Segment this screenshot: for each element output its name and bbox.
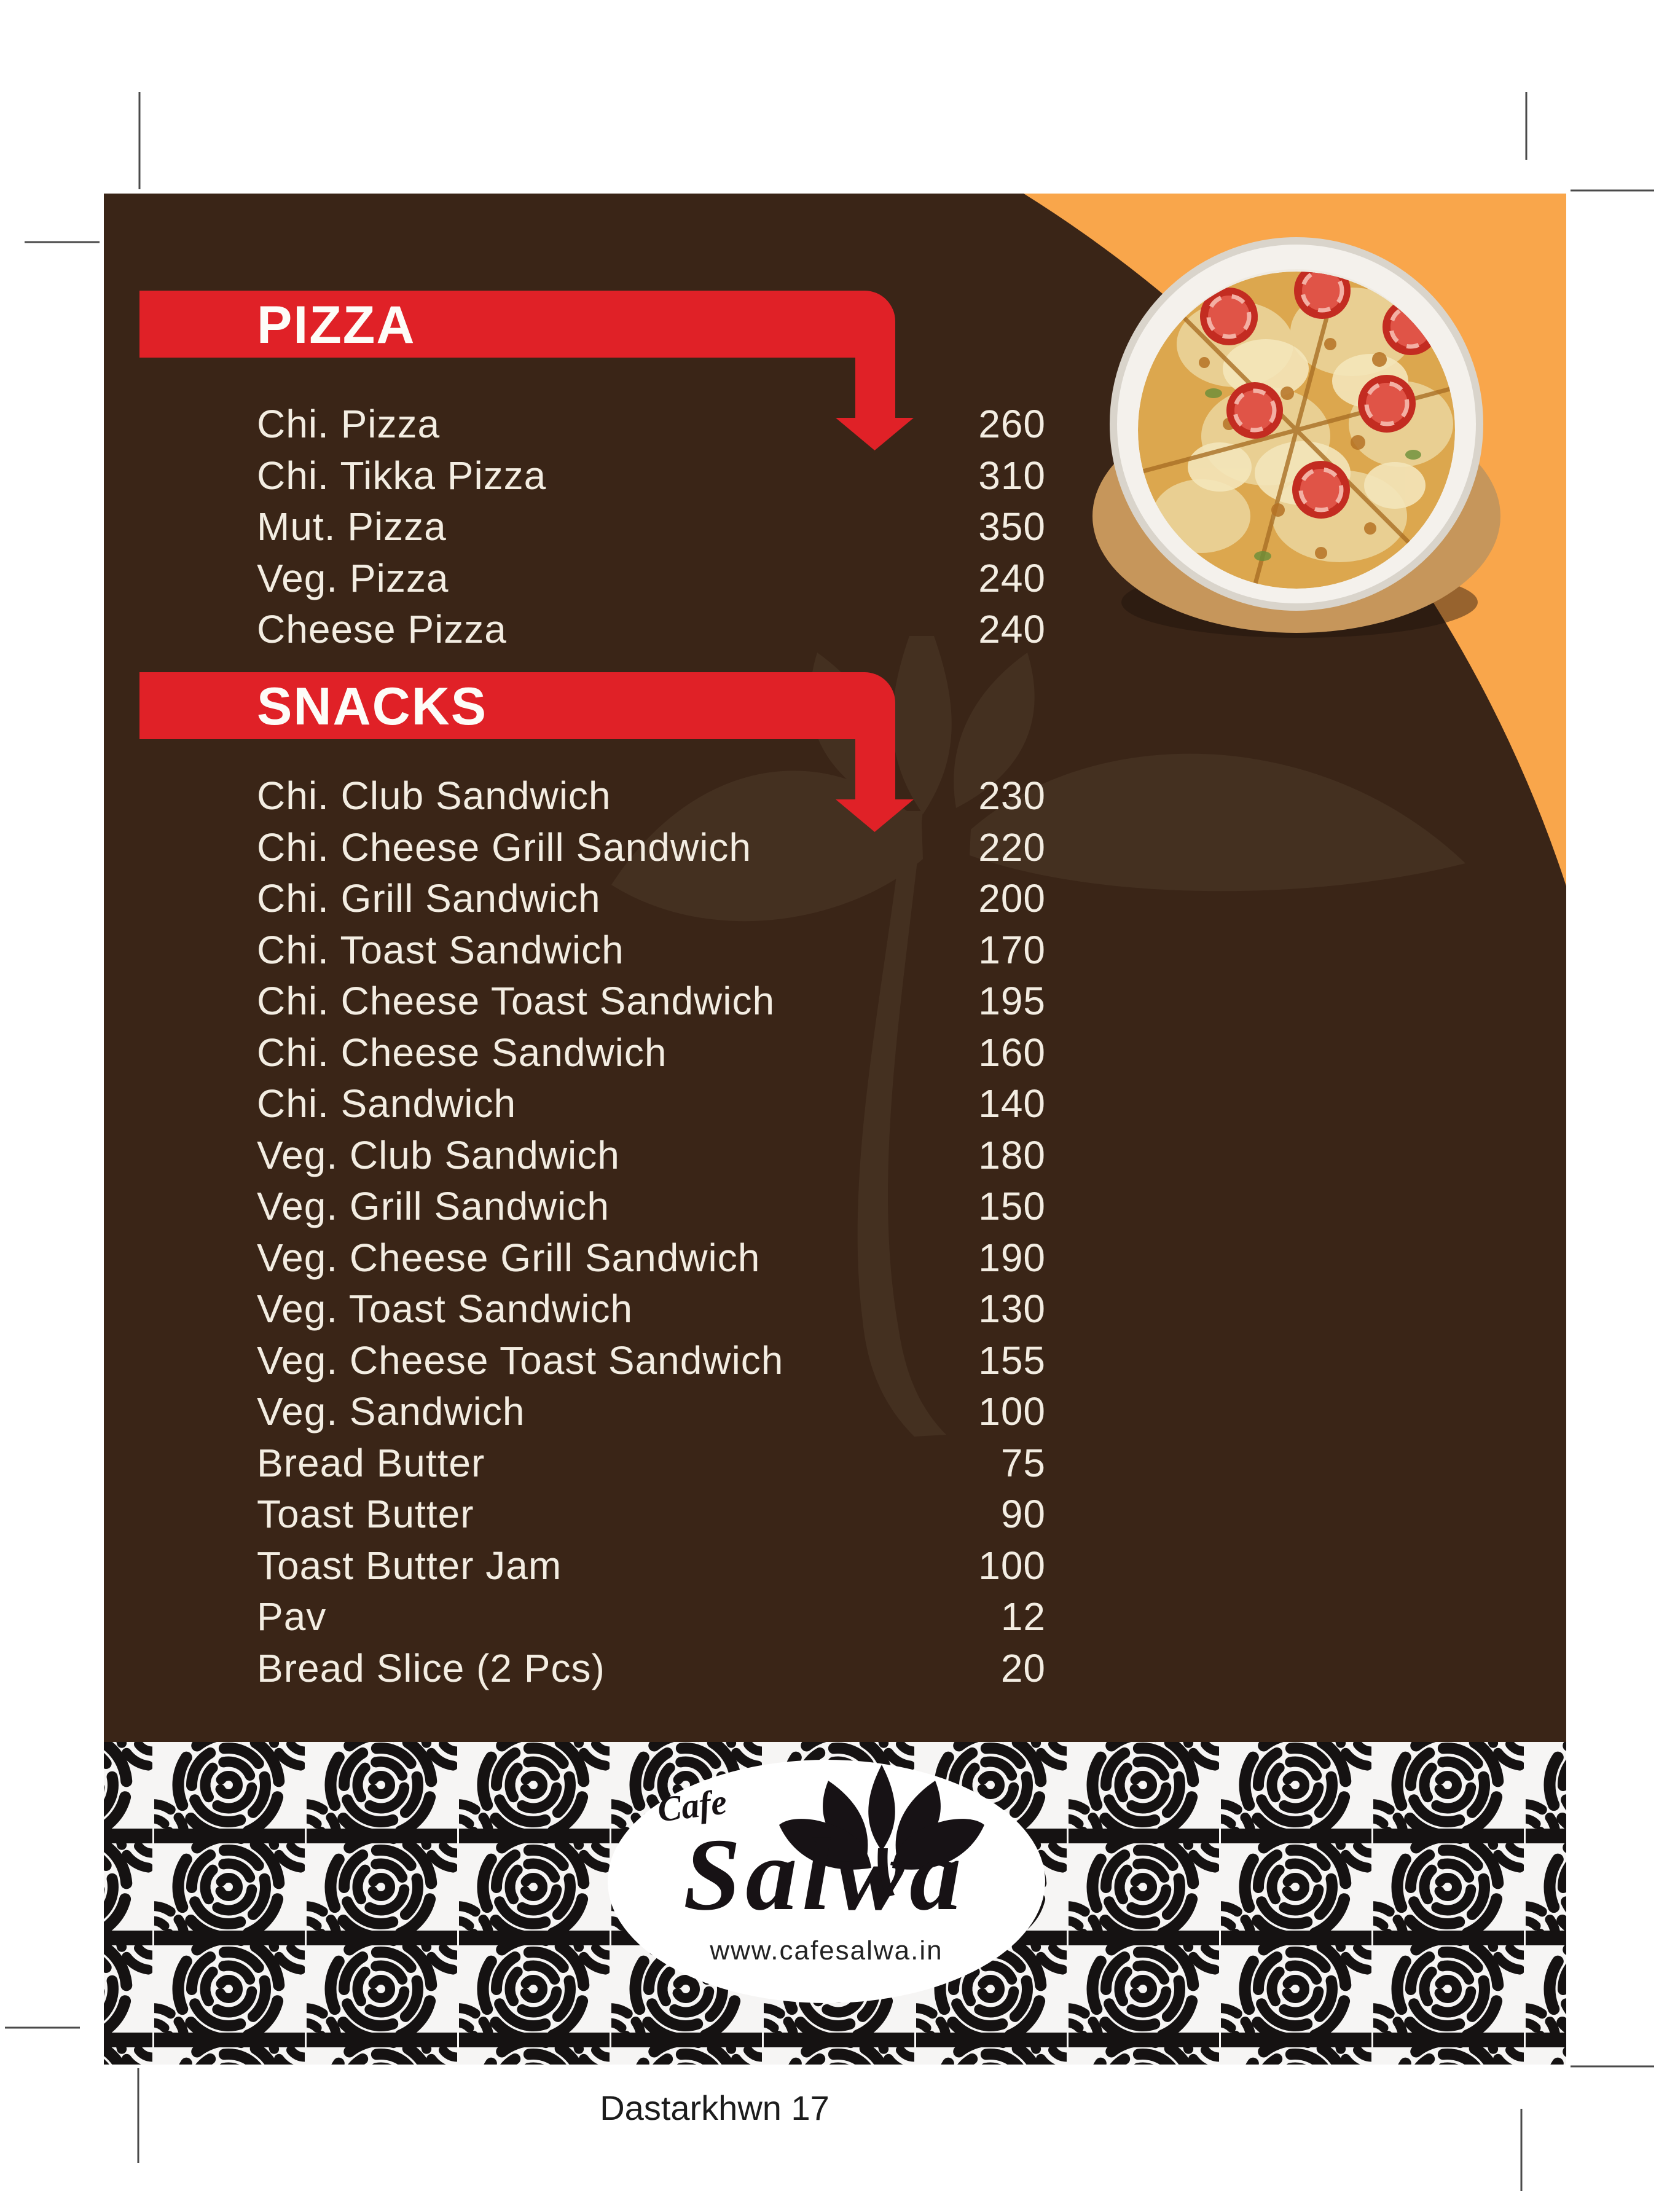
menu-item-price: 220 bbox=[978, 825, 1046, 869]
menu-item-price: 240 bbox=[978, 607, 1046, 651]
menu-row bbox=[257, 1283, 1046, 1335]
menu-item-name: Chi. Grill Sandwich bbox=[257, 876, 601, 920]
menu-item-price: 75 bbox=[1000, 1440, 1046, 1485]
menu-item-price: 140 bbox=[978, 1081, 1046, 1126]
menu-item-name: Veg. Toast Sandwich bbox=[257, 1287, 633, 1331]
menu-row bbox=[257, 873, 1046, 924]
menu-item-price: 100 bbox=[978, 1543, 1046, 1588]
menu-row bbox=[257, 1437, 1046, 1489]
menu-item-name: Toast Butter Jam bbox=[257, 1543, 562, 1588]
menu-item-price: 195 bbox=[978, 979, 1046, 1023]
menu-item-name: Veg. Grill Sandwich bbox=[257, 1184, 610, 1228]
menu-item-price: 170 bbox=[978, 927, 1046, 972]
menu-row bbox=[257, 501, 1046, 552]
menu-item-name: Chi. Sandwich bbox=[257, 1081, 517, 1126]
menu-item-name: Chi. Tikka Pizza bbox=[257, 453, 547, 498]
menu-item-name: Toast Butter bbox=[257, 1492, 474, 1536]
section-title-pizza: PIZZA bbox=[257, 296, 416, 355]
menu-item-price: 190 bbox=[978, 1235, 1046, 1280]
menu-item-price: 130 bbox=[978, 1287, 1046, 1331]
menu-row bbox=[257, 1027, 1046, 1078]
menu-item-name: Veg. Club Sandwich bbox=[257, 1132, 620, 1177]
menu-item-name: Bread Butter bbox=[257, 1440, 485, 1485]
footer-caption: Dastarkhwn 17 bbox=[600, 2088, 830, 2127]
menu-item-price: 12 bbox=[1000, 1594, 1046, 1639]
menu-row bbox=[257, 1232, 1046, 1284]
menu-item-price: 150 bbox=[978, 1184, 1046, 1228]
menu-item-name: Bread Slice (2 Pcs) bbox=[257, 1645, 605, 1690]
menu-item-price: 100 bbox=[978, 1389, 1046, 1433]
logo-name: Salwa bbox=[683, 1818, 967, 1932]
menu-item-price: 310 bbox=[978, 453, 1046, 498]
menu-item-name: Cheese Pizza bbox=[257, 607, 507, 651]
menu-row bbox=[257, 822, 1046, 873]
menu-item-name: Chi. Cheese Sandwich bbox=[257, 1030, 667, 1075]
menu-item-name: Veg. Cheese Toast Sandwich bbox=[257, 1338, 784, 1382]
menu-item-name: Veg. Cheese Grill Sandwich bbox=[257, 1235, 761, 1280]
menu-row bbox=[257, 1335, 1046, 1386]
menu-row bbox=[257, 1180, 1046, 1232]
section-title-snacks: SNACKS bbox=[257, 677, 488, 736]
menu-item-price: 260 bbox=[978, 402, 1046, 446]
menu-row bbox=[257, 924, 1046, 976]
menu-row bbox=[257, 1078, 1046, 1129]
menu-item-name: Pav bbox=[257, 1594, 327, 1639]
menu-item-price: 155 bbox=[978, 1338, 1046, 1382]
menu-item-price: 200 bbox=[978, 876, 1046, 920]
menu-item-price: 90 bbox=[1000, 1492, 1046, 1536]
menu-row bbox=[257, 1129, 1046, 1181]
menu-row bbox=[257, 1540, 1046, 1591]
menu-item-price: 180 bbox=[978, 1132, 1046, 1177]
menu-row bbox=[257, 398, 1046, 450]
menu-row bbox=[257, 552, 1046, 604]
logo-website: www.cafesalwa.in bbox=[710, 1936, 943, 1966]
menu-item-name: Veg. Pizza bbox=[257, 555, 449, 600]
menu-item-name: Chi. Pizza bbox=[257, 402, 441, 446]
menu-item-name: Chi. Cheese Toast Sandwich bbox=[257, 979, 775, 1023]
menu-row bbox=[257, 1642, 1046, 1694]
menu-item-price: 230 bbox=[978, 774, 1046, 818]
menu-item-price: 240 bbox=[978, 555, 1046, 600]
menu-item-price: 350 bbox=[978, 504, 1046, 549]
menu-item-price: 20 bbox=[1000, 1645, 1046, 1690]
menu-row bbox=[257, 1386, 1046, 1437]
menu-item-name: Veg. Sandwich bbox=[257, 1389, 525, 1433]
menu-row bbox=[257, 770, 1046, 822]
menu-item-name: Mut. Pizza bbox=[257, 504, 447, 549]
menu-row bbox=[257, 603, 1046, 655]
menu-row bbox=[257, 1488, 1046, 1540]
menu-row bbox=[257, 1591, 1046, 1642]
menu-row bbox=[257, 450, 1046, 501]
logo-prefix: Cafe bbox=[655, 1781, 729, 1830]
menu-item-name: Chi. Toast Sandwich bbox=[257, 927, 624, 972]
menu-item-name: Chi. Club Sandwich bbox=[257, 774, 611, 818]
menu-item-name: Chi. Cheese Grill Sandwich bbox=[257, 825, 751, 869]
menu-row bbox=[257, 975, 1046, 1027]
menu-item-price: 160 bbox=[978, 1030, 1046, 1075]
